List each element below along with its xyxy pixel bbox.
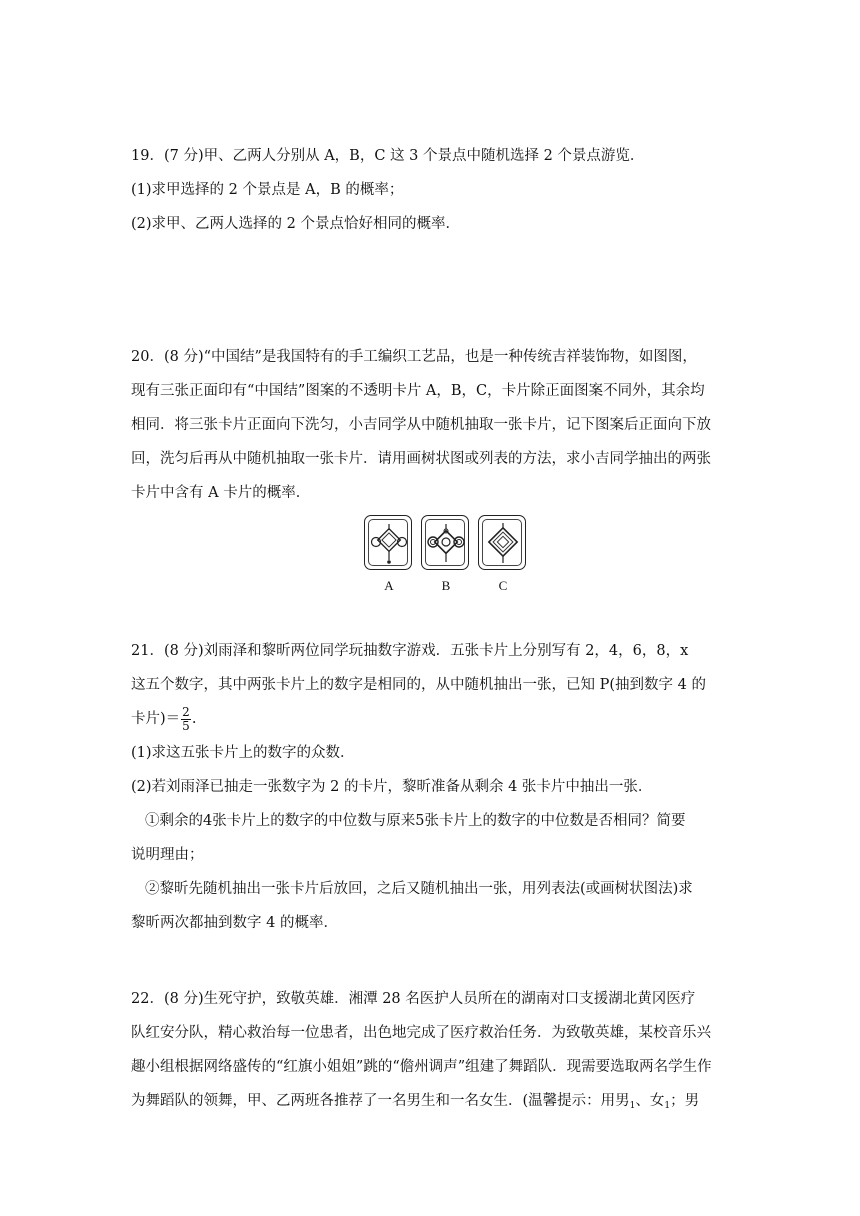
- fraction: $\frac{2}{5}$: [182, 704, 190, 733]
- question-21: [131, 634, 729, 940]
- card-a-label: A: [384, 578, 394, 593]
- question-22-line-4: 为舞蹈队的领舞，甲、乙两班各推荐了一名男生和一名女生．(温馨提示：用男$_1$、女$_1$；男: [131, 1093, 700, 1111]
- question-22-line-3: 趣小组根据网络盛传的“红旗小姐姐”跳的“儋州调声”组建了舞蹈队．现需要选取两名学生作: [131, 1059, 712, 1075]
- question-21-line-3: 卡片)＝ $\frac{2}{5}$ .: [131, 704, 197, 733]
- question-21-part-2a-cont: 说明理由；: [131, 847, 204, 863]
- question-20-line: 20．(8 分)“中国结”是我国特有的手工编织工艺品，也是一种传统吉祥装饰物，如图图，: [131, 349, 697, 365]
- question-20: [131, 340, 729, 510]
- question-21-part-1: (1)求这五张卡片上的数字的众数．: [131, 745, 355, 761]
- chinese-knot-a-icon: [365, 516, 413, 571]
- question-19-part-1: (1)求甲选择的 2 个景点是 A，B 的概率；: [131, 182, 404, 198]
- question-19-stem: 19．(7 分)甲、乙两人分别从 A，B，C 这 3 个景点中随机选择 2 个景点游览．: [131, 148, 645, 164]
- question-19: [131, 139, 729, 241]
- question-20-line: 回，洗匀后再从中随机抽取一张卡片．请用画树状图或列表的方法，求小吉同学抽出的两张: [131, 451, 711, 467]
- question-21-part-2b-cont: 黎昕两次都抽到数字 4 的概率．: [131, 915, 338, 931]
- question-20-line: 卡片中含有 A 卡片的概率．: [131, 485, 311, 501]
- question-21-line-1: 21．(8 分)刘雨泽和黎昕两位同学玩抽数字游戏．五张卡片上分别写有 2，4，6，8，x: [131, 643, 689, 659]
- card-b: [421, 515, 469, 593]
- question-22-line-2: 队红安分队，精心救治每一位患者，出色地完成了医疗救治任务．为致敬英雄，某校音乐兴: [131, 1025, 711, 1041]
- card-c-label: C: [498, 578, 508, 593]
- question-22-line-1: 22．(8 分)生死守护，致敬英雄．湘潭 28 名医护人员所在的湖南对口支援湖北黄冈医疗: [131, 991, 696, 1007]
- question-21-part-2b: ②黎昕先随机抽出一张卡片后放回，之后又随机抽出一张，用列表法(或画树状图法)求: [145, 881, 693, 897]
- chinese-knot-c-icon: [479, 516, 527, 571]
- card-c: [478, 515, 526, 593]
- question-21-part-2: (2)若刘雨泽已抽走一张数字为 2 的卡片，黎昕准备从剩余 4 张卡片中抽出一张．: [131, 779, 653, 795]
- chinese-knot-b-icon: [422, 516, 470, 571]
- card-a: [364, 515, 412, 593]
- question-22: [131, 982, 729, 1123]
- card-b-label: B: [441, 578, 451, 593]
- question-20-line: 现有三张正面印有“中国结”图案的不透明卡片 A，B，C，卡片除正面图案不同外，其余均: [131, 383, 705, 399]
- question-21-part-2a: ①剩余的4张卡片上的数字的中位数与原来5张卡片上的数字的中位数是否相同？简要: [145, 813, 686, 829]
- question-19-part-2: (2)求甲、乙两人选择的 2 个景点恰好相同的概率．: [131, 216, 460, 232]
- question-21-line-2: 这五个数字，其中两张卡片上的数字是相同的，从中随机抽出一张，已知 P(抽到数字 4 的: [131, 677, 706, 693]
- chinese-knot-cards-figure: [364, 515, 529, 595]
- question-20-line: 相同．将三张卡片正面向下洗匀，小吉同学从中随机抽取一张卡片，记下图案后正面向下放: [131, 417, 711, 433]
